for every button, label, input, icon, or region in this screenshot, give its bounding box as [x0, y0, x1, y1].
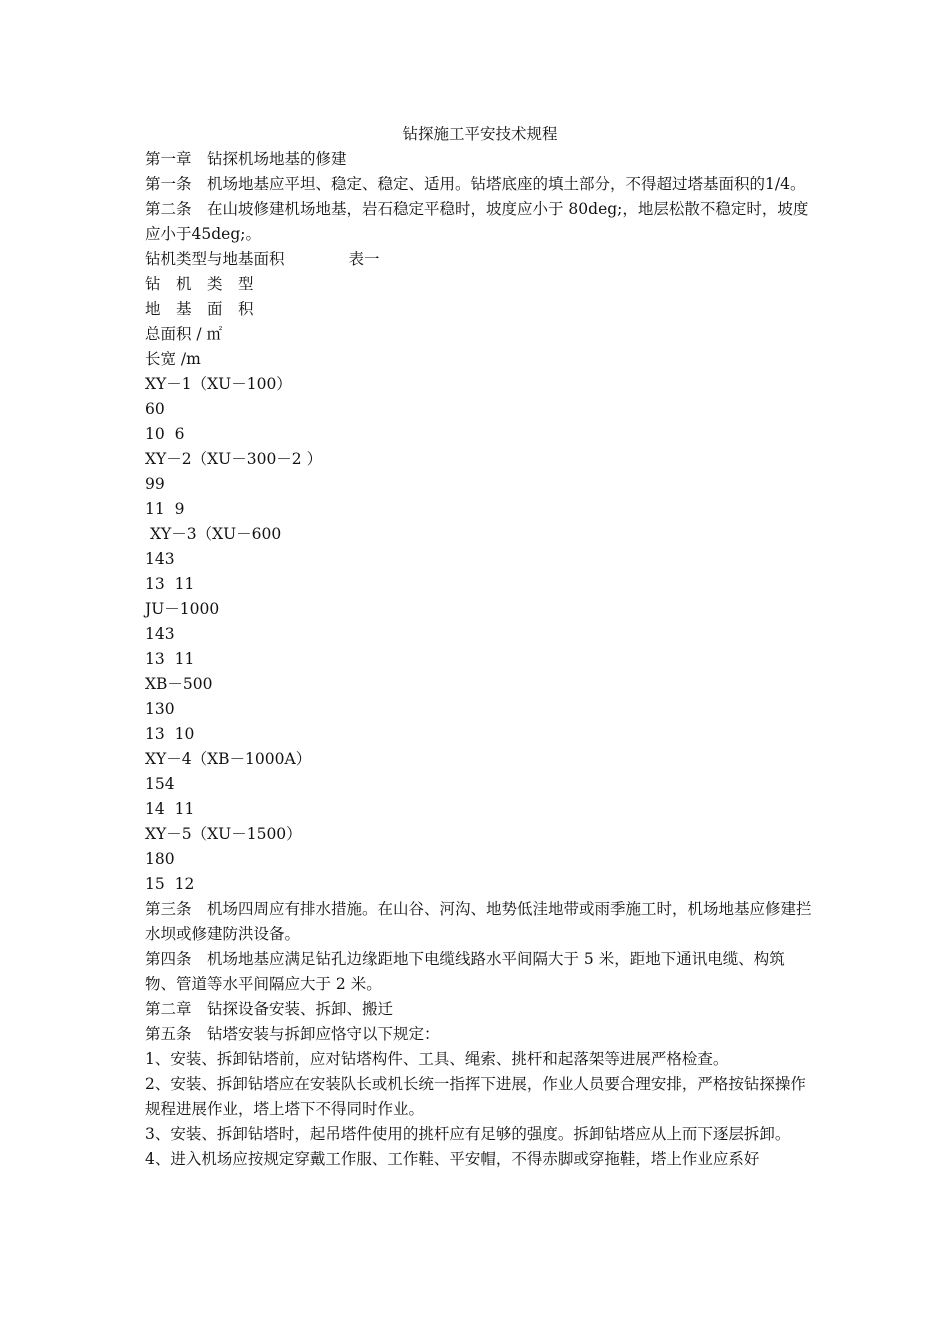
article-4: 第四条 机场地基应满足钻孔边缘距地下电缆线路水平间隔大于 5 米，距地下通讯电缆、构筑物、管道等水平间隔应大于 2 米。: [145, 950, 785, 993]
article-3: 第三条 机场四周应有排水措施。在山谷、河沟、地势低洼地带或雨季施工时，机场地基应修建拦水坝或修建防洪设备。: [145, 900, 812, 943]
table-row-type: XY－4（XB－1000A）: [145, 750, 312, 768]
table-row-dims: 13 10: [145, 725, 195, 743]
table-row-dims: 13 11: [145, 575, 195, 593]
chapter-1-heading: 第一章 钻探机场地基的修建: [145, 150, 347, 168]
table-row-total: 143: [145, 625, 175, 643]
list-item-4: 4、进入机场应按规定穿戴工作服、工作鞋、平安帽，不得赤脚或穿拖鞋，塔上作业应系好: [145, 1150, 760, 1168]
table-row-type: XY－1（XU－100）: [145, 375, 292, 393]
table-header-total: 总面积 / ㎡: [145, 325, 223, 343]
table-row-dims: 15 12: [145, 875, 195, 893]
table-caption-text: 钻机类型与地基面积: [145, 250, 285, 268]
article-5: 第五条 钻塔安装与拆卸应恪守以下规定：: [145, 1025, 440, 1043]
document-title: 钻探施工平安技术规程: [402, 125, 558, 143]
list-item-3: 3、安装、拆卸钻塔时，起吊塔件使用的挑杆应有足够的强度。拆卸钻塔应从上而下逐层拆卸。: [145, 1125, 791, 1143]
table-row-total: 180: [145, 850, 175, 868]
table-number: 表一: [348, 250, 380, 268]
article-2: 第二条 在山坡修建机场地基，岩石稳定平稳时，坡度应小于 80deg;，地层松散不稳定时，坡度应小于45deg;。: [145, 200, 809, 243]
table-header-area: 地 基 面 积: [145, 300, 254, 318]
table-row-type: JU－1000: [145, 600, 220, 618]
table-row-total: 60: [145, 400, 165, 418]
table-row-total: 154: [145, 775, 175, 793]
table-row-dims: 13 11: [145, 650, 195, 668]
table-row-dims: 14 11: [145, 800, 195, 818]
table-row-total: 99: [145, 475, 165, 493]
table-row-type: XB－500: [145, 675, 213, 693]
article-1: 第一条 机场地基应平坦、稳定、稳定、适用。钻塔底座的填土部分，不得超过塔基面积的1/4。: [145, 175, 806, 193]
table-header-dims: 长宽 /m: [145, 350, 201, 368]
table-header-type: 钻 机 类 型: [145, 275, 254, 293]
document-page: [145, 122, 815, 1172]
table-caption: [145, 247, 815, 272]
table-row-type: XY－2（XU－300－2 ）: [145, 450, 323, 468]
list-item-1: 1、安装、拆卸钻塔前，应对钻塔构件、工具、绳索、挑杆和起落架等进展严格检查。: [145, 1050, 729, 1068]
table-row-type: XY－5（XU－1500）: [145, 825, 302, 843]
table-row-dims: 11 9: [145, 500, 185, 518]
table-row-dims: 10 6: [145, 425, 185, 443]
table-row-type: XY－3（XU－600: [145, 525, 282, 543]
table-row-total: 130: [145, 700, 175, 718]
chapter-2-heading: 第二章 钻探设备安装、拆卸、搬迁: [145, 1000, 394, 1018]
table-row-total: 143: [145, 550, 175, 568]
list-item-2: 2、安装、拆卸钻塔应在安装队长或机长统一指挥下进展，作业人员要合理安排，严格按钻探操作规程进展作业，塔上塔下不得同时作业。: [145, 1075, 806, 1118]
